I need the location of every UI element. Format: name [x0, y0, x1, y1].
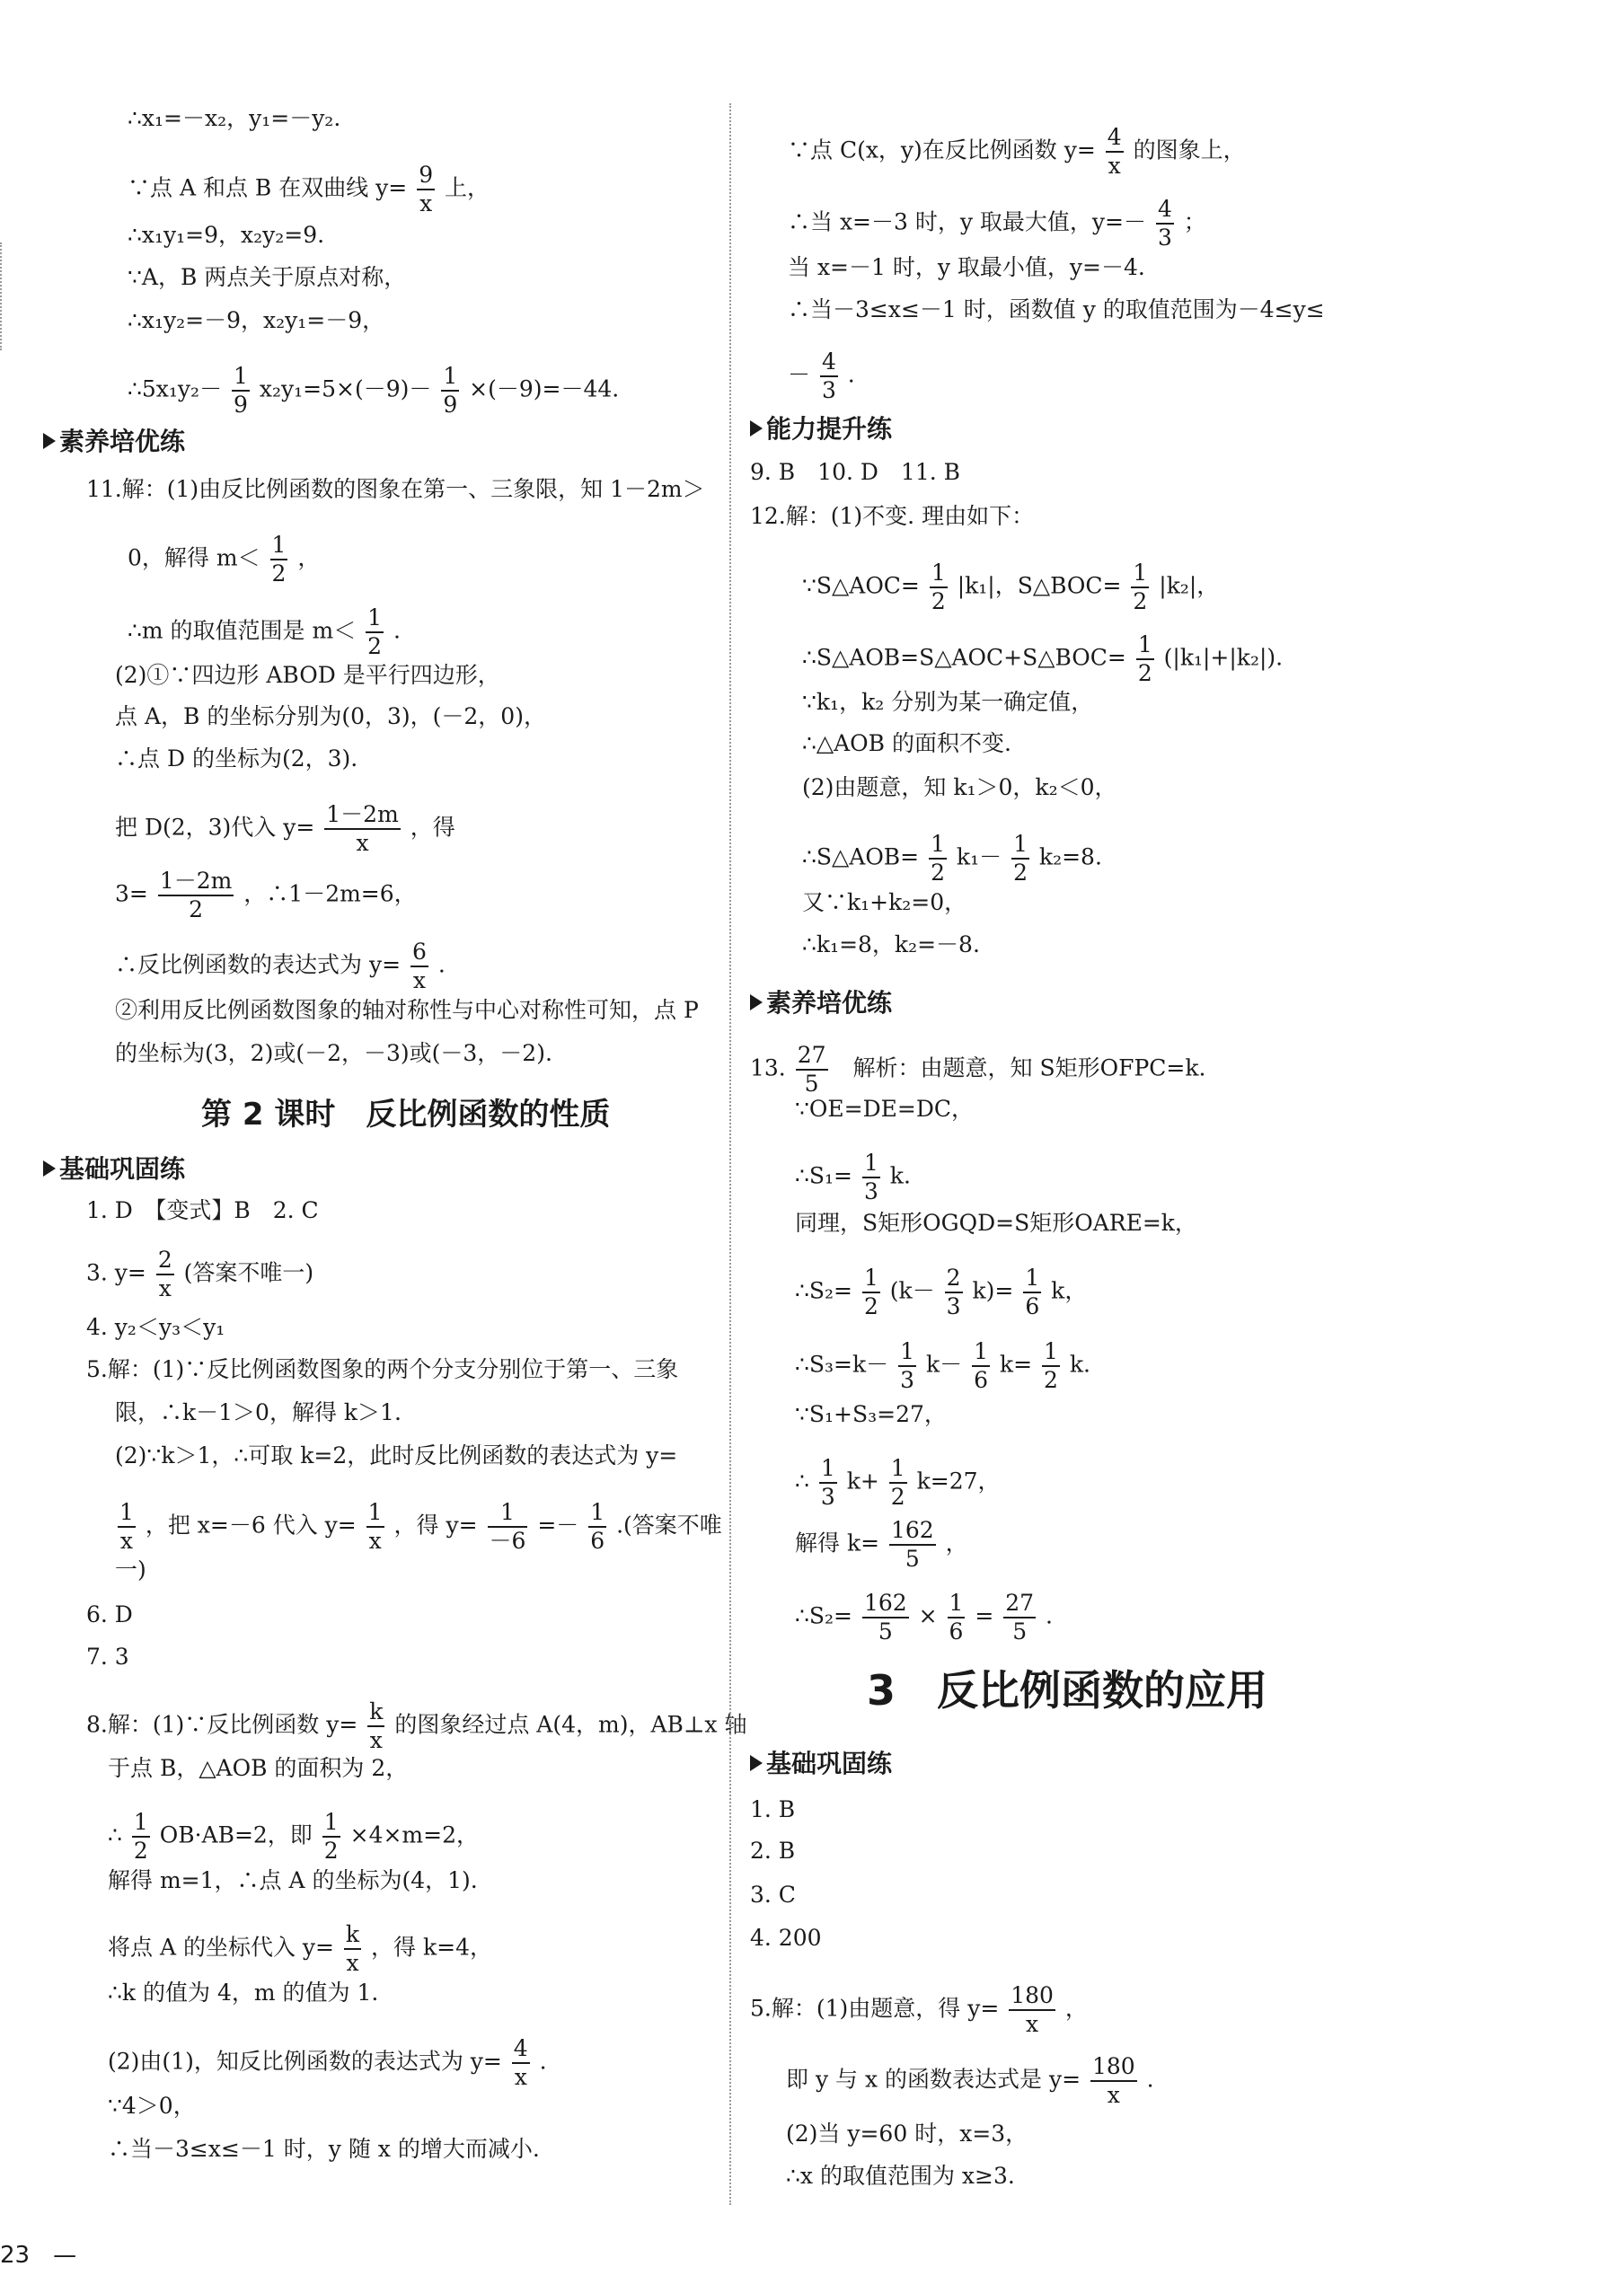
fraction: $\frac{1}{-6}$	[489, 1499, 526, 1554]
fraction: $\frac{1}{2}$	[323, 1809, 339, 1864]
text-line: 的坐标为(3，2)或(－2，－3)或(－3，－2).	[115, 1040, 552, 1066]
fraction: $\frac{1}{6}$	[1025, 1265, 1040, 1319]
text-line: ∴S₃=k－ $\frac{1}{3}$ k－ $\frac{1}{6}$ k= $\frac{1}{2}$ k.	[795, 1338, 1090, 1393]
text-line: 11.解：(1)由反比例函数的图象在第一、三象限，知 1－2m＞	[86, 476, 705, 502]
text-line: ∴x₁y₂=－9，x₂y₁=－9，	[128, 307, 385, 333]
text-line: 于点 B，△AOB 的面积为 2，	[108, 1755, 409, 1781]
text-line: (2)①∵四边形 ABOD 是平行四边形，	[115, 662, 500, 688]
fraction: $\frac{180}{x}$	[1011, 1982, 1054, 2037]
section-heading: 素养培优练	[43, 422, 185, 458]
text-line: ∵S₁+S₃=27，	[795, 1401, 947, 1427]
text-line: (2)当 y=60 时，x=3，	[786, 2121, 1028, 2147]
text-line: 7. 3	[86, 1644, 129, 1670]
fraction: $\frac{1}{2}$	[133, 1809, 148, 1864]
text-line: 解得 k= $\frac{162}{5}$ ，	[795, 1517, 968, 1572]
section-heading: 能力提升练	[750, 410, 892, 445]
fraction: $\frac{162}{5}$	[891, 1517, 934, 1572]
fraction: $\frac{4}{3}$	[1157, 196, 1172, 251]
text-line: ∵S△AOC= $\frac{1}{2}$ |k₁|，S△BOC= $\frac{1}{2}$ |k₂|，	[802, 560, 1220, 614]
chapter-heading: 3 反比例函数的应用	[867, 1666, 1268, 1715]
text-line: 3. y= $\frac{2}{x}$ (答案不唯一)	[86, 1247, 314, 1301]
fraction: $\frac{9}{x}$	[419, 162, 434, 216]
fraction: $\frac{1}{3}$	[863, 1150, 878, 1204]
fraction: $\frac{1}{6}$	[949, 1590, 964, 1645]
fraction: $\frac{k}{x}$	[369, 1698, 384, 1753]
text-line: ∴当－3≤x≤－1 时，函数值 y 的取值范围为－4≤y≤	[788, 296, 1325, 322]
text-line: (2)∵k＞1，∴可取 k=2，此时反比例函数的表达式为 y=	[115, 1442, 678, 1468]
fraction: $\frac{k}{x}$	[345, 1921, 360, 1976]
fraction: $\frac{2}{3}$	[946, 1265, 961, 1319]
text-line: ∵4＞0，	[108, 2093, 196, 2119]
text-line: ∴点 D 的坐标为(2，3).	[115, 745, 358, 772]
text-line: ∴ $\frac{1}{2}$ OB·AB=2，即 $\frac{1}{2}$ ×4×m=2，	[108, 1809, 479, 1864]
margin-mark	[0, 243, 2, 350]
text-line: 5.解：(1)由题意，得 y= $\frac{180}{x}$ ，	[750, 1982, 1088, 2037]
fraction: $\frac{1}{2}$	[1137, 631, 1152, 686]
fraction: $\frac{6}{x}$	[411, 939, 427, 993]
text-line: 1. B	[750, 1796, 796, 1822]
fraction: $\frac{4}{x}$	[513, 2035, 528, 2090]
text-line: 3. C	[750, 1882, 796, 1908]
text-line: 同理，S矩形OGQD=S矩形OARE=k，	[795, 1210, 1197, 1236]
text-line: 12.解：(1)不变. 理由如下：	[750, 503, 1035, 529]
text-line: (2)由(1)，知反比例函数的表达式为 y= $\frac{4}{x}$ .	[108, 2035, 547, 2090]
text-line: ②利用反比例函数图象的轴对称性与中心对称性可知，点 P	[115, 997, 699, 1023]
fraction: $\frac{1}{9}$	[443, 363, 458, 418]
fraction: $\frac{1}{2}$	[367, 604, 383, 659]
text-line: (2)由题意，知 k₁＞0，k₂＜0，	[802, 774, 1117, 800]
text-line: ∴S₁= $\frac{1}{3}$ k.	[795, 1150, 911, 1204]
fraction: $\frac{180}{x}$	[1091, 2053, 1135, 2108]
fraction: $\frac{1}{3}$	[820, 1455, 835, 1510]
section-heading: 素养培优练	[750, 983, 892, 1019]
text-line: 6. D	[86, 1601, 133, 1627]
fraction: $\frac{27}{5}$	[797, 1042, 826, 1097]
text-line: ∴△AOB 的面积不变.	[802, 730, 1011, 756]
page-number: 23 —	[0, 2242, 77, 2269]
fraction: $\frac{1}{6}$	[974, 1338, 988, 1393]
text-line: ∴S△AOB=S△AOC+S△BOC= $\frac{1}{2}$ (|k₁|+|k₂|).	[802, 631, 1284, 686]
section-heading: 基础巩固练	[750, 1744, 892, 1780]
text-line: 1. D 【变式】B 2. C	[86, 1197, 319, 1223]
text-line: 当 x=－1 时，y 取最小值，y=－4.	[788, 254, 1145, 280]
fraction: $\frac{1}{2}$	[271, 532, 287, 586]
text-line: 即 y 与 x 的函数表达式是 y= $\frac{180}{x}$ .	[786, 2053, 1154, 2108]
text-line: ∴m 的取值范围是 m＜ $\frac{1}{2}$ .	[128, 604, 401, 659]
text-line: 一)	[115, 1557, 146, 1583]
text-line: ∴x₁=－x₂，y₁=－y₂.	[128, 105, 341, 131]
text-line: 5.解：(1)∵反比例函数图象的两个分支分别位于第一、三象	[86, 1356, 679, 1382]
text-line: ∵OE=DE=DC，	[795, 1096, 975, 1122]
text-line: ∴ $\frac{1}{3}$ k+ $\frac{1}{2}$ k=27，	[795, 1455, 1001, 1510]
fraction: $\frac{1}{2}$	[1133, 560, 1148, 614]
text-line: ∴S₂= $\frac{1}{2}$ (k－ $\frac{2}{3}$ k)= $\frac{1}{6}$ k，	[795, 1265, 1088, 1319]
fraction: $\frac{162}{5}$	[863, 1590, 907, 1645]
text-line: ∴当－3≤x≤－1 时，y 随 x 的增大而减小.	[108, 2136, 540, 2162]
fraction: $\frac{1-2m}{x}$	[326, 801, 399, 856]
text-line: 9. B 10. D 11. B	[750, 459, 960, 485]
text-line: ∵A，B 两点关于原点对称，	[128, 264, 407, 290]
text-line: ∴5x₁y₂－ $\frac{1}{9}$ x₂y₁=5×(－9)－ $\frac{1}{9}$ ×(－9)=－44.	[128, 363, 620, 418]
fraction: $\frac{1}{2}$	[890, 1455, 905, 1510]
fraction: $\frac{1}{2}$	[931, 831, 945, 886]
fraction: $\frac{1}{6}$	[590, 1499, 605, 1554]
fraction: $\frac{1}{2}$	[863, 1265, 878, 1319]
fraction: $\frac{1}{x}$	[119, 1499, 134, 1554]
text-line: 解得 m=1，∴点 A 的坐标为(4，1).	[108, 1867, 478, 1893]
text-line: 3= $\frac{1-2m}{2}$ ，∴1－2m=6，	[115, 868, 417, 922]
fraction: $\frac{1}{2}$	[1043, 1338, 1058, 1393]
fraction: $\frac{2}{x}$	[157, 1247, 172, 1301]
fraction: $\frac{4}{3}$	[821, 348, 836, 403]
text-line: ∴S₂= $\frac{162}{5}$ × $\frac{1}{6}$ = $\frac{27}{5}$ .	[795, 1590, 1053, 1645]
text-line: ∴当 x=－3 时，y 取最大值，y=－ $\frac{4}{3}$ ；	[788, 196, 1206, 251]
fraction: $\frac{1}{9}$	[234, 363, 248, 418]
fraction: $\frac{27}{5}$	[1005, 1590, 1035, 1645]
text-line: ∴k 的值为 4，m 的值为 1.	[108, 1980, 379, 2006]
text-line: ∴k₁=8，k₂=－8.	[802, 931, 980, 957]
text-line: 0，解得 m＜ $\frac{1}{2}$ ，	[128, 532, 321, 586]
fraction: $\frac{1-2m}{2}$	[159, 868, 233, 922]
text-line: ∴x₁y₁=9，x₂y₂=9.	[128, 222, 325, 248]
text-line: 4. 200	[750, 1925, 822, 1951]
text-line: ∵点 C(x，y)在反比例函数 y= $\frac{4}{x}$ 的图象上，	[788, 124, 1246, 179]
column-divider	[729, 103, 731, 2205]
text-line: ∴反比例函数的表达式为 y= $\frac{6}{x}$ .	[115, 939, 446, 993]
text-line: ∵点 A 和点 B 在双曲线 y= $\frac{9}{x}$ 上，	[128, 162, 490, 216]
text-line: 把 D(2，3)代入 y= $\frac{1-2m}{x}$ ，得	[115, 801, 455, 856]
text-line: 又∵k₁+k₂=0，	[802, 889, 967, 915]
fraction: $\frac{1}{2}$	[931, 560, 946, 614]
fraction: $\frac{1}{x}$	[367, 1499, 383, 1554]
text-line: $\frac{1}{x}$ ，把 x=－6 代入 y= $\frac{1}{x}$ ，得 y= $\frac{1}{-6}$ =－ $\frac{1}{6}$ .(答案不唯	[119, 1499, 722, 1554]
text-line: 2. B	[750, 1838, 796, 1864]
fraction: $\frac{1}{2}$	[1013, 831, 1028, 886]
text-line: 8.解：(1)∵反比例函数 y= $\frac{k}{x}$ 的图象经过点 A(4，m)，AB⊥x 轴	[86, 1698, 747, 1753]
text-line: 13. $\frac{27}{5}$ 解析：由题意，知 S矩形OFPC=k.	[750, 1042, 1206, 1097]
text-line: ∴S△AOB= $\frac{1}{2}$ k₁－ $\frac{1}{2}$ k₂=8.	[802, 831, 1102, 886]
text-line: 点 A，B 的坐标分别为(0，3)，(－2，0)，	[115, 703, 546, 729]
text-line: 将点 A 的坐标代入 y= $\frac{k}{x}$ ，得 k=4，	[108, 1921, 492, 1976]
fraction: $\frac{1}{3}$	[900, 1338, 915, 1393]
text-line: ∵k₁，k₂ 分别为某一确定值，	[802, 689, 1094, 715]
fraction: $\frac{4}{x}$	[1107, 124, 1122, 179]
text-line: － $\frac{4}{3}$ .	[788, 348, 855, 403]
text-line: ∴x 的取值范围为 x≥3.	[786, 2163, 1015, 2189]
text-line: 4. y₂＜y₃＜y₁	[86, 1314, 225, 1340]
lesson-heading: 第 2 课时 反比例函数的性质	[201, 1097, 611, 1133]
text-line: 限，∴k－1＞0，解得 k＞1.	[115, 1399, 402, 1425]
section-heading: 基础巩固练	[43, 1150, 185, 1186]
